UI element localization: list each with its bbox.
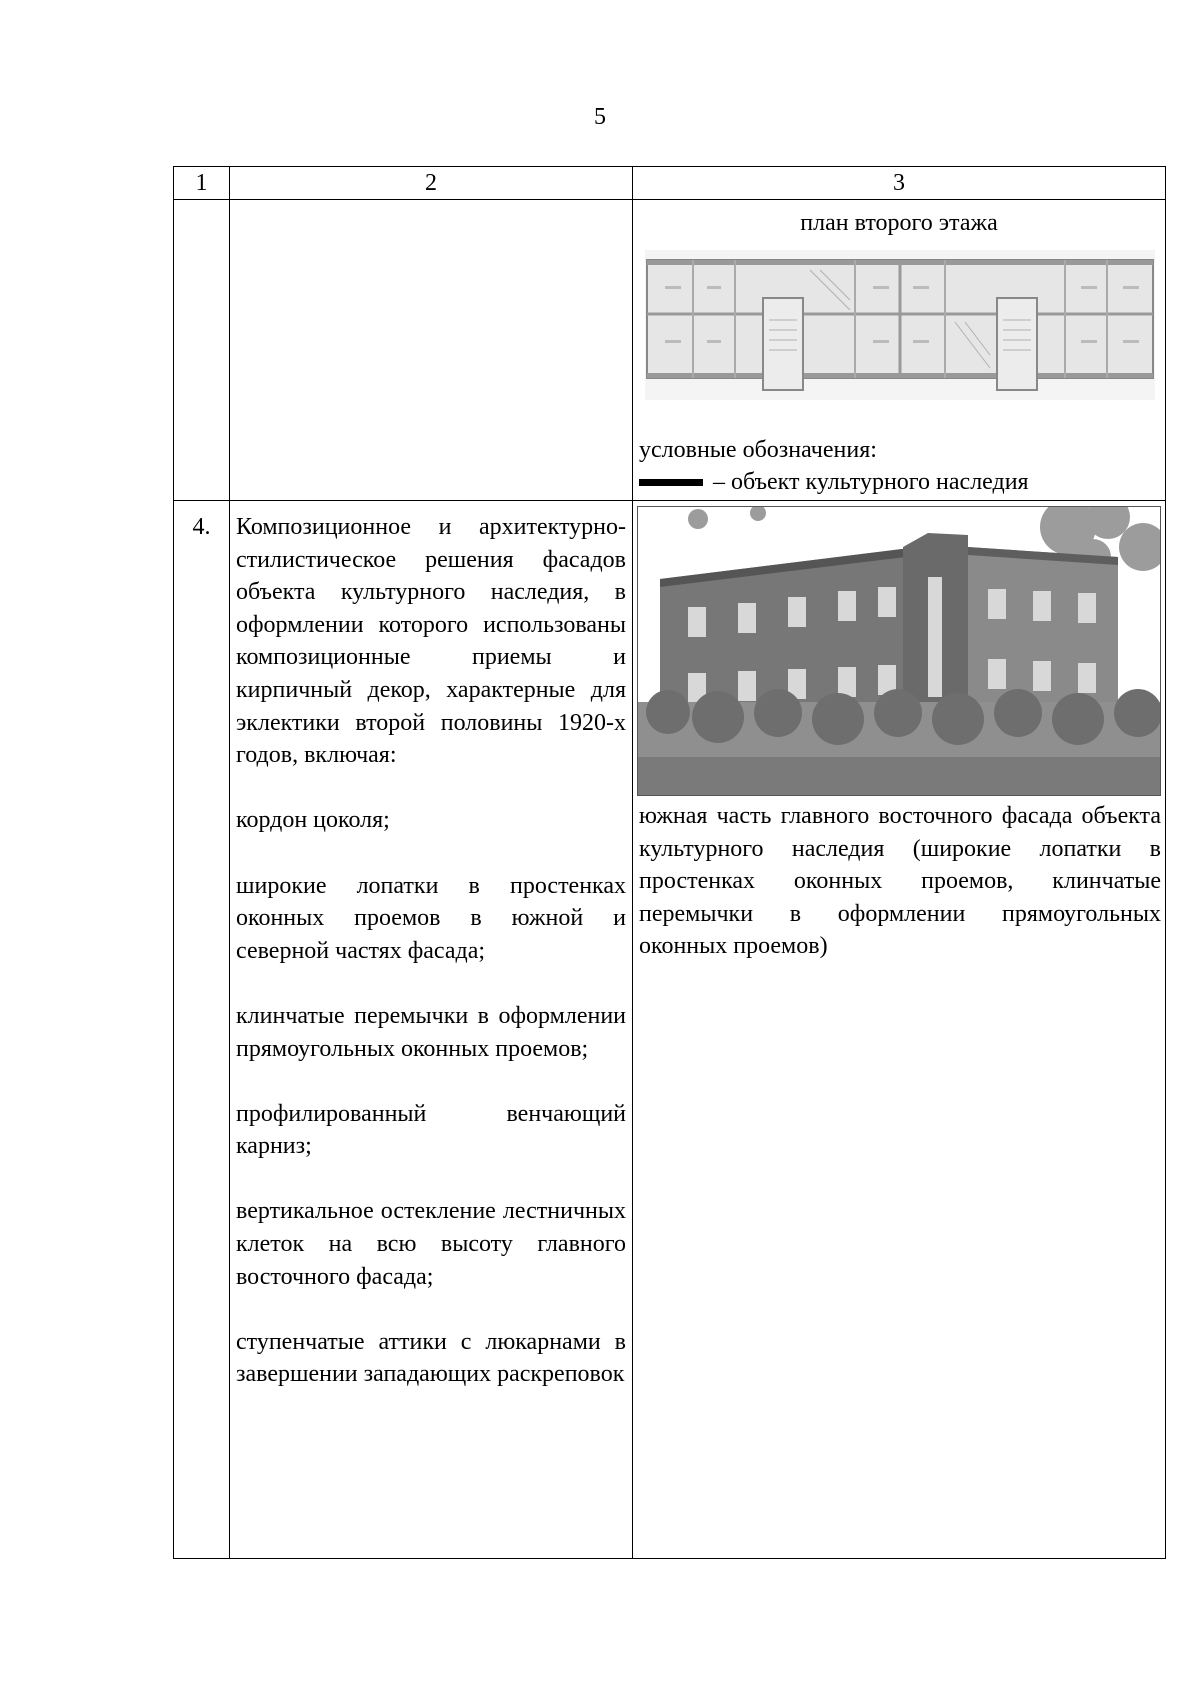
description-paragraph: вертикальное остекление лестничных клеток на всю высоту главного восточного фасада; xyxy=(236,1198,626,1290)
legend-item-label: – объект культурного наследия xyxy=(713,469,1029,495)
description-paragraph: широкие лопатки в простенках оконных проемов в южной и северной частях фасада; xyxy=(236,872,626,964)
row-number-cell xyxy=(174,501,230,1559)
legend-title: условные обозначения: xyxy=(639,437,877,463)
row-illustration-cell xyxy=(633,501,1166,1559)
row-number: 4. xyxy=(192,514,211,540)
plan-row-description-cell xyxy=(230,200,633,501)
description-paragraph: кордон цоколя; xyxy=(236,807,390,834)
plan-caption: план второго этажа xyxy=(800,210,998,236)
row-description-cell xyxy=(230,501,633,1559)
legend-swatch xyxy=(639,479,703,486)
header-col-2: 2 xyxy=(230,167,633,200)
floor-plan-image xyxy=(645,250,1157,400)
photo-caption: южная часть главного восточного фасада объекта культурного наследия (широкие лопатки в простенках оконных проемов, клинчатые перемычки в оформлении прямоугольных оконных проемов) xyxy=(639,803,1161,960)
description-paragraph: профилированный венчающий карниз; xyxy=(236,1100,626,1160)
plan-row-illustration-cell xyxy=(633,200,1166,501)
legend-item xyxy=(639,466,1165,498)
table-row xyxy=(174,200,1166,501)
facade-photo xyxy=(637,506,1161,796)
description-paragraph: Композиционное и архитектурно-стилистическое решения фасадов объекта культурного наследия, в оформлении которого использованы композиционные приемы и кирпичный декор, характерные для эклектики второй половины 1920-х годов, включая: xyxy=(236,514,626,769)
plan-row-number-cell xyxy=(174,200,230,501)
page-number: 5 xyxy=(594,104,606,130)
table-row xyxy=(174,501,1166,1559)
description-paragraph: клинчатые перемычки в оформлении прямоугольных оконных проемов; xyxy=(236,1002,626,1062)
description-paragraph: ступенчатые аттики с люкарнами в завершении западающих раскреповок xyxy=(236,1328,626,1388)
row-description xyxy=(230,501,632,1391)
header-col-3: 3 xyxy=(633,167,1166,200)
header-col-1: 1 xyxy=(174,167,230,200)
table-header-row xyxy=(174,167,1166,200)
document-table xyxy=(173,166,1166,1559)
